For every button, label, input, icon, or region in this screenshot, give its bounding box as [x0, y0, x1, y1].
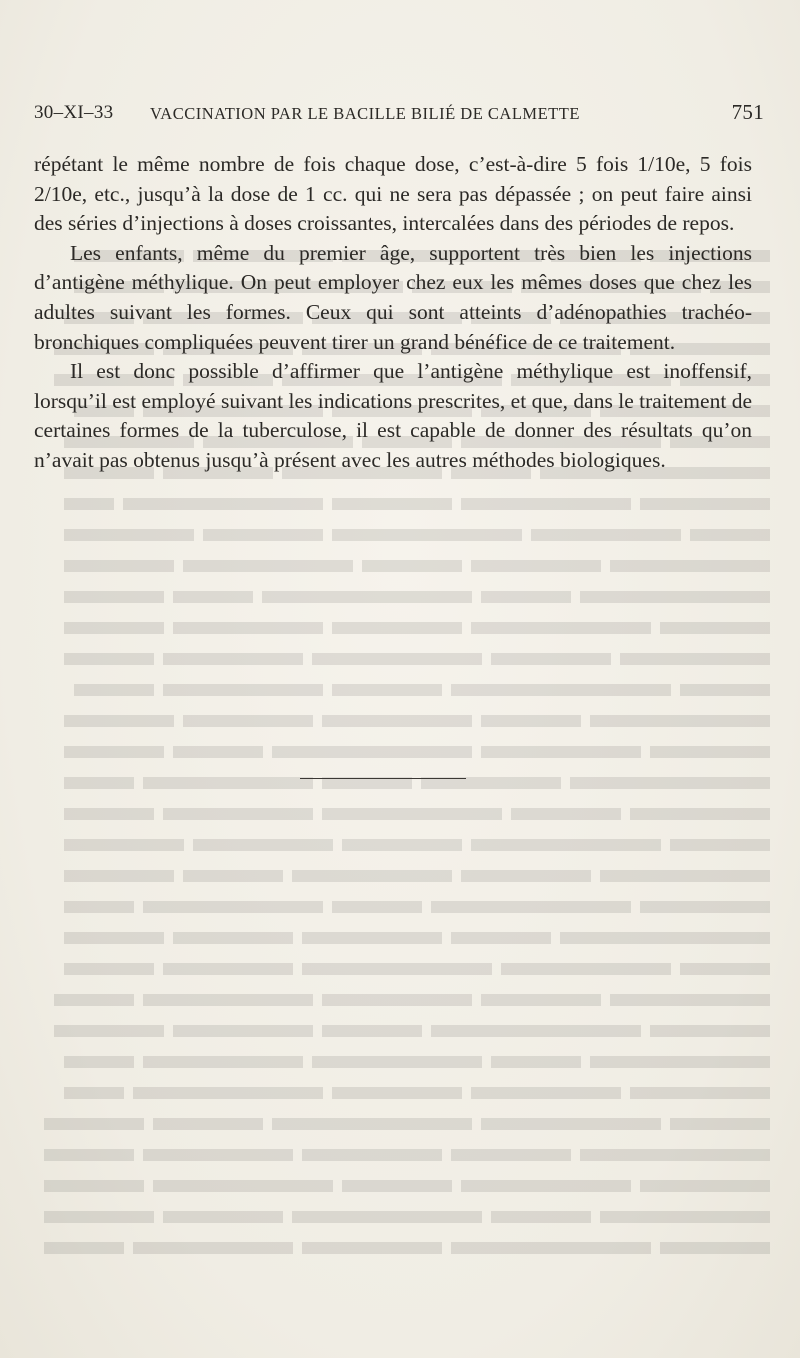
body-text: [34, 150, 752, 476]
running-title: VACCINATION PAR LE BACILLE BILIÉ DE CALMETTE: [150, 104, 580, 123]
page-number: 751: [731, 100, 764, 124]
running-head: [34, 100, 766, 130]
paragraph-continuation: répétant le même nombre de fois chaque dose, c’est-à-dire 5 fois 1/10e, 5 fois 2/10e, etc., jusqu’à la dose de 1 cc. qui ne sera pas dépassée ; on peut faire ainsi des séries d’injections à doses croissantes, intercalées dans des périodes de repos.: [34, 152, 752, 236]
paragraph-conclusion: Il est donc possible d’affirmer que l’antigène méthylique est inoffensif, lorsqu’il est employé suivant les indications prescrites, et que, dans le traitement de certaines formes de la tuberculose, il est capable de donner des résultats qu’on n’avait pas obtenus jusqu’à présent avec les autres méthodes biologiques.: [34, 359, 752, 472]
section-divider-rule: [300, 778, 466, 779]
paragraph-children: Les enfants, même du premier âge, supportent très bien les injections d’antigène méthylique. On peut employer chez eux les mêmes doses que chez les adultes suivant les formes. Ceux qui sont atteints d’adénopathies trachéo-bronchiques compliquées peuvent tirer un grand bénéfice de ce traitement.: [34, 240, 752, 354]
issue-date: 30–XI–33: [34, 102, 114, 123]
